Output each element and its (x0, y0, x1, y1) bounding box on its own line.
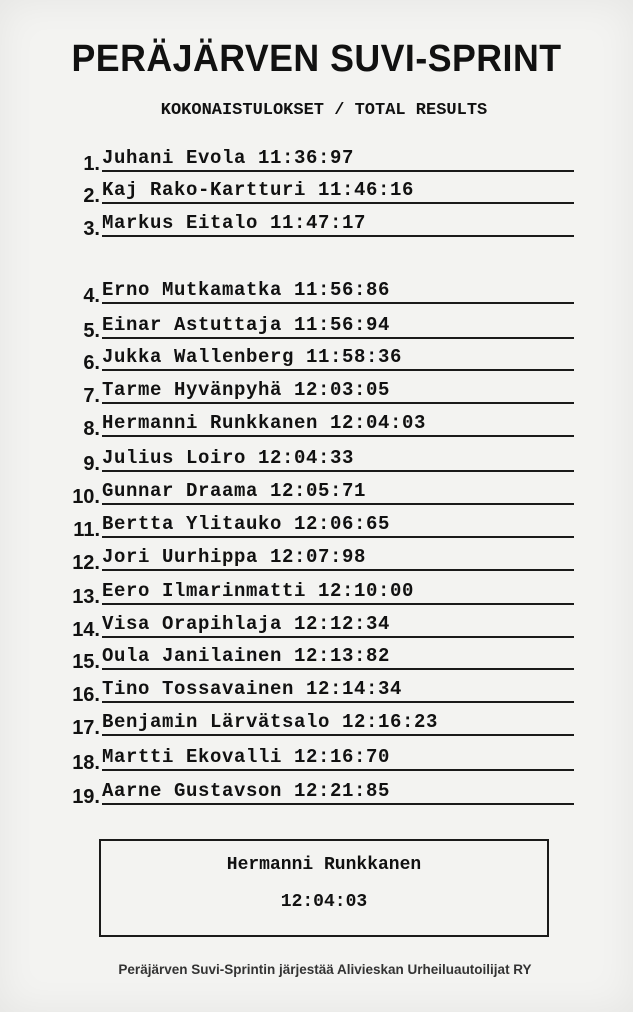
result-row (68, 477, 574, 508)
result-rank: 10. (72, 486, 100, 508)
page-title: PERÄJÄRVEN SUVI-SPRINT (71, 38, 562, 80)
result-row (68, 144, 574, 175)
result-rank: 19. (72, 786, 100, 808)
underline (102, 302, 574, 304)
result-entry: Hermanni Runkkanen 12:04:03 (102, 412, 427, 434)
result-entry: Juhani Evola 11:36:97 (102, 147, 355, 169)
result-entry: Benjamin Lärvätsalo 12:16:23 (102, 711, 439, 733)
underline (102, 636, 574, 638)
result-rank: 7. (83, 385, 100, 407)
result-row (68, 642, 574, 673)
underline (102, 369, 574, 371)
underline (102, 803, 574, 805)
result-row (68, 444, 574, 475)
underline (102, 202, 574, 204)
result-entry: Martti Ekovalli 12:16:70 (102, 746, 391, 768)
result-rank: 9. (83, 453, 100, 475)
result-rank: 17. (72, 717, 100, 739)
result-entry: Tino Tossavainen 12:14:34 (102, 678, 403, 700)
highlighted-result-box (99, 839, 549, 937)
result-row (68, 510, 574, 541)
result-rank: 11. (73, 519, 100, 541)
underline (102, 734, 574, 736)
underline (102, 235, 574, 237)
result-rank: 13. (72, 586, 100, 608)
result-row (68, 708, 574, 739)
underline (102, 337, 574, 339)
result-row (68, 409, 574, 440)
underline (102, 170, 574, 172)
result-entry: Aarne Gustavson 12:21:85 (102, 780, 391, 802)
result-row (68, 610, 574, 641)
underline (102, 603, 574, 605)
result-rank: 8. (83, 418, 100, 440)
result-entry: Eero Ilmarinmatti 12:10:00 (102, 580, 415, 602)
highlighted-result-time: 12:04:03 (280, 892, 368, 912)
result-entry: Gunnar Draama 12:05:71 (102, 480, 367, 502)
result-row (68, 209, 574, 240)
result-rank: 1. (83, 153, 100, 175)
result-rank: 2. (83, 185, 100, 207)
result-rank: 3. (83, 218, 100, 240)
result-entry: Visa Orapihlaja 12:12:34 (102, 613, 391, 635)
result-entry: Tarme Hyvänpyhä 12:03:05 (102, 379, 391, 401)
underline (102, 435, 574, 437)
result-entry: Jukka Wallenberg 11:58:36 (102, 346, 403, 368)
result-rank: 4. (83, 285, 100, 307)
result-rank: 14. (72, 619, 100, 641)
result-rank: 6. (83, 352, 100, 374)
result-entry: Kaj Rako-Kartturi 11:46:16 (102, 179, 415, 201)
result-row (68, 376, 574, 407)
result-row (68, 777, 574, 808)
result-row (68, 675, 574, 706)
result-row (68, 577, 574, 608)
result-row (68, 743, 574, 774)
result-entry: Jori Uurhippa 12:07:98 (102, 546, 367, 568)
result-entry: Julius Loiro 12:04:33 (102, 447, 355, 469)
result-rank: 15. (72, 651, 100, 673)
highlighted-result-name: Hermanni Runkkanen (226, 855, 422, 875)
result-row (68, 343, 574, 374)
result-row (68, 311, 574, 342)
organizer-footer: Peräjärven Suvi-Sprintin järjestää Alivieskan Urheiluautoilijat RY (118, 962, 532, 977)
page-subtitle: KOKONAISTULOKSET / TOTAL RESULTS (160, 101, 488, 120)
underline (102, 503, 574, 505)
underline (102, 536, 574, 538)
result-rank: 16. (72, 684, 100, 706)
underline (102, 701, 574, 703)
underline (102, 668, 574, 670)
underline (102, 470, 574, 472)
result-row (68, 276, 574, 307)
result-rank: 5. (83, 320, 100, 342)
result-entry: Erno Mutkamatka 11:56:86 (102, 279, 391, 301)
result-rank: 18. (72, 752, 100, 774)
result-entry: Bertta Ylitauko 12:06:65 (102, 513, 391, 535)
result-row (68, 543, 574, 574)
result-entry: Markus Eitalo 11:47:17 (102, 212, 367, 234)
underline (102, 569, 574, 571)
underline (102, 769, 574, 771)
result-entry: Oula Janilainen 12:13:82 (102, 645, 391, 667)
result-row (68, 176, 574, 207)
result-entry: Einar Astuttaja 11:56:94 (102, 314, 391, 336)
result-rank: 12. (72, 552, 100, 574)
underline (102, 402, 574, 404)
